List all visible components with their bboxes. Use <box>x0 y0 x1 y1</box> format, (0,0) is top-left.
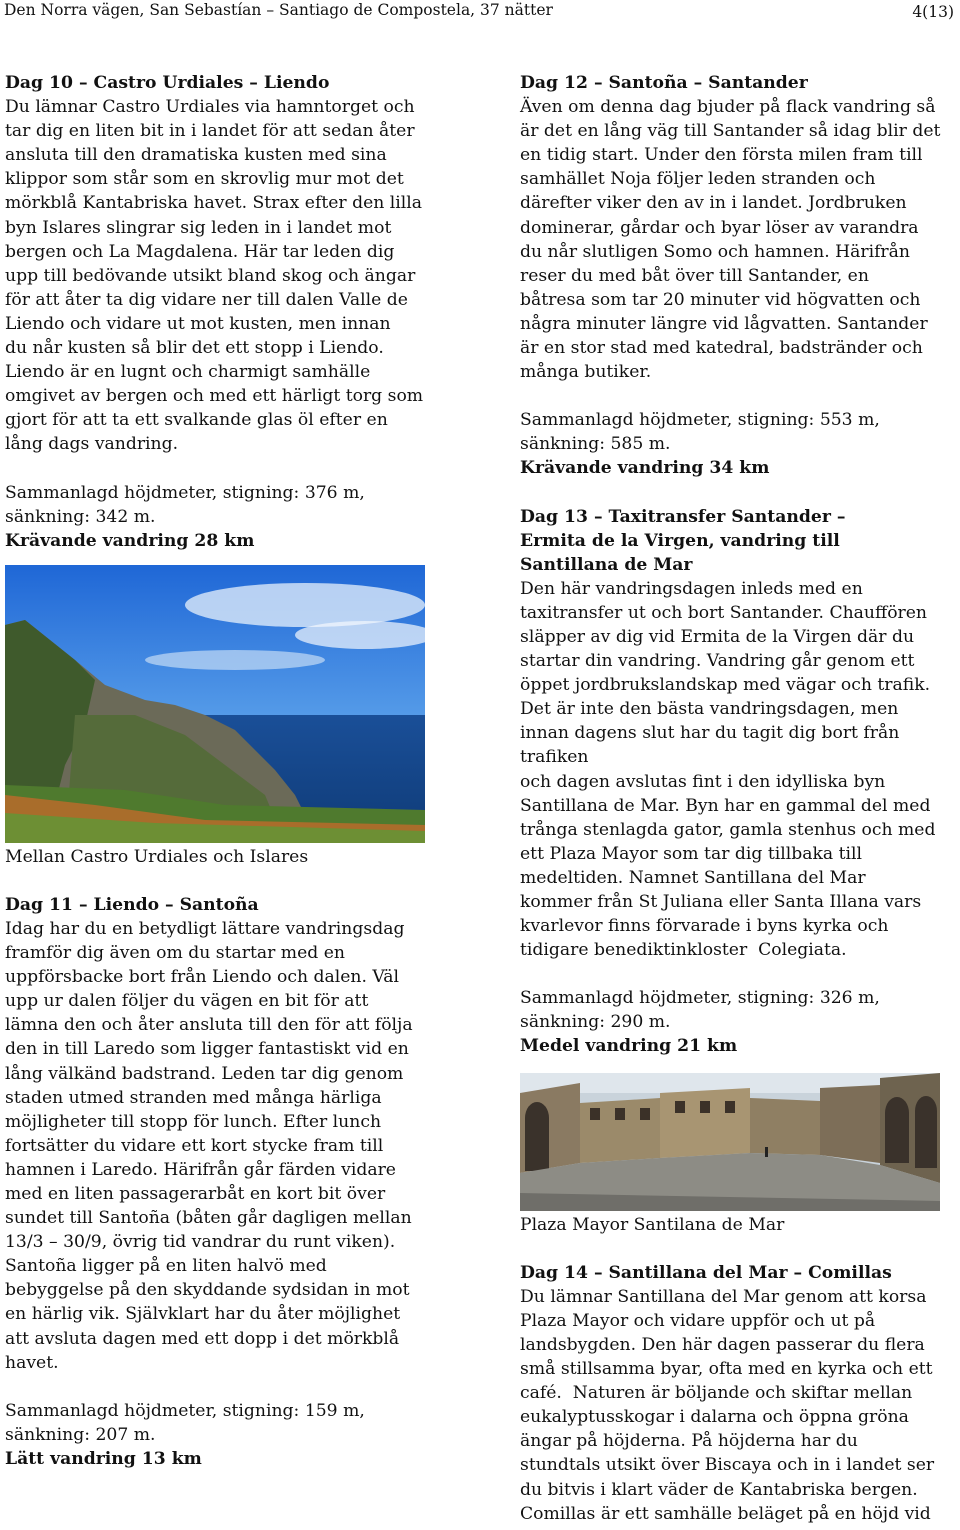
day10-elevation-ascent: Sammanlagd höjdmeter, stigning: 376 m, <box>5 482 365 503</box>
day11-line: den in till Laredo som ligger fantastiskt vid en <box>5 1039 409 1060</box>
day14-line: Comillas är ett samhälle beläget på en höjd vid <box>520 1503 931 1524</box>
day13-heading: Ermita de la Virgen, vandring till <box>520 530 840 551</box>
page-header <box>4 0 954 22</box>
day14-line: café. Naturen är böljande och skiftar mellan <box>520 1383 913 1404</box>
day10-line: mörkblå Kantabriska havet. Strax efter den lilla <box>5 193 423 214</box>
day12-elevation-ascent: Sammanlagd höjdmeter, stigning: 553 m, <box>520 410 880 431</box>
day11-line: Idag har du en betydligt lättare vandringsdag <box>5 918 405 939</box>
day10-line: du når kusten så blir det ett stopp i Liendo. <box>5 338 384 359</box>
day11-line: 13/3 – 30/9, övrig tid vandrar du runt viken). <box>5 1232 396 1253</box>
spacer <box>5 869 455 893</box>
day11-line: att avsluta dagen med ett dopp i det mörkblå <box>5 1328 400 1349</box>
day13-line: och dagen avslutas fint i den idylliska byn <box>520 771 886 792</box>
day14-line: landsbygden. Den här dagen passerar du flera <box>520 1334 925 1355</box>
day13-line: ett Plaza Mayor som tar dig tillbaka till <box>520 843 863 864</box>
day11-line: lämna den och åter ansluta till den för att följa <box>5 1015 413 1036</box>
day14-line: Plaza Mayor och vidare uppför och ut på <box>520 1310 876 1331</box>
document-title: Den Norra vägen, San Sebastían – Santiago de Compostela, 37 nätter <box>4 1 553 19</box>
day13-line: kommer från St Juliana eller Santa Illana vars <box>520 892 922 912</box>
photo-caption: Mellan Castro Urdiales och Islares <box>5 846 309 867</box>
day11-line: upp ur dalen följer du vägen en bit för att <box>5 991 369 1012</box>
plaza-mayor-image <box>520 1073 940 1211</box>
day10-line: gjort för att ta ett svalkande glas öl efter en <box>5 410 388 431</box>
day12-line: Även om denna dag bjuder på flack vandring så <box>520 97 936 118</box>
spacer <box>520 1237 960 1261</box>
day10-line: Du lämnar Castro Urdiales via hamntorget och <box>5 97 415 118</box>
plaza-mayor-photo <box>520 1073 960 1211</box>
day14-line: eukalyptusskogar i dalarna och öppna gröna <box>520 1407 909 1428</box>
coast-cliff-image <box>5 565 425 843</box>
day12-line: därefter viker den av in i landet. Jordbruken <box>520 193 907 214</box>
day13-elevation-ascent: Sammanlagd höjdmeter, stigning: 326 m, <box>520 988 880 1009</box>
photo-caption: Plaza Mayor Santilana de Mar <box>520 1214 785 1235</box>
day11-line: en härlig vik. Självklart har du åter möjlighet <box>5 1304 401 1325</box>
spacer <box>520 962 960 986</box>
day10-line: bergen och La Magdalena. Här tar leden dig <box>5 241 395 262</box>
day14-body <box>520 1285 960 1526</box>
day12-line: du når slutligen Somo och hamnen. Härifrån <box>520 241 910 262</box>
day10-line: upp till bedövande utsikt bland skog och ängar <box>5 265 416 286</box>
day11-line: Santoña ligger på en liten halvö med <box>5 1256 327 1277</box>
day13-elevation-descent: sänkning: 290 m. <box>520 1012 671 1033</box>
day11-section <box>5 893 455 1471</box>
day11-line: uppförsbacke bort från Liendo och dalen. Väl <box>5 967 400 988</box>
day12-heading: Dag 12 – Santoña – Santander <box>520 73 808 93</box>
coast-cliff-photo <box>5 565 455 843</box>
day11-body <box>5 917 455 1375</box>
day11-line: sundet till Santoña (båten går dagligen mellan <box>5 1208 412 1229</box>
day10-heading: Dag 10 – Castro Urdiales – Liendo <box>5 73 330 93</box>
day12-line: är en stor stad med katedral, badstränder och <box>520 338 923 359</box>
left-column <box>5 71 455 1471</box>
day14-line: Du lämnar Santillana del Mar genom att korsa <box>520 1286 927 1307</box>
day13-line: kvarlevor finns förvarade i byns kyrka och <box>520 916 889 937</box>
right-column <box>520 71 960 1526</box>
day11-elevation-descent: sänkning: 207 m. <box>5 1424 156 1445</box>
spacer <box>5 1375 455 1399</box>
day12-section <box>520 71 960 481</box>
day12-body <box>520 95 960 384</box>
day10-line: ansluta till den dramatiska kusten med sina <box>5 145 387 166</box>
day10-line: lång dags vandring. <box>5 434 179 455</box>
day14-line: små stillsamma byar, ofta med en kyrka och ett <box>520 1359 933 1380</box>
day13-line: innan dagens slut har du tagit dig bort från <box>520 723 900 744</box>
day10-body <box>5 95 455 456</box>
day12-line: en tidig start. Under den första milen fram till <box>520 145 923 166</box>
day12-elevation-descent: sänkning: 585 m. <box>520 434 671 455</box>
day10-line: Liendo och vidare ut mot kusten, men innan <box>5 313 391 334</box>
day13-line: medeltiden. Namnet Santillana del Mar <box>520 867 866 888</box>
day12-line: reser du med båt över till Santander, en <box>520 265 869 286</box>
day13-line: Det är inte den bästa vandringsdagen, men <box>520 699 899 720</box>
day11-line: havet. <box>5 1352 59 1373</box>
day13-line: trafiken <box>520 747 589 768</box>
day11-line: staden utmed stranden med många härliga <box>5 1087 382 1108</box>
day13-grade: Medel vandring 21 km <box>520 1036 738 1057</box>
day13-line: Den här vandringsdagen inleds med en <box>520 578 863 599</box>
day12-line: många butiker. <box>520 362 652 383</box>
day10-line: klippor som står som en skrovlig mur mot det <box>5 169 404 190</box>
day10-section <box>5 71 455 553</box>
day13-line: startar din vandring. Vandring går genom ett <box>520 651 915 672</box>
day13-heading: Dag 13 – Taxitransfer Santander – <box>520 506 846 527</box>
day14-heading: Dag 14 – Santillana del Mar – Comillas <box>520 1262 892 1283</box>
day13-line: tidigare benediktinkloster Colegiata. <box>520 940 847 961</box>
day12-line: dominerar, gårdar och byar löser av varandra <box>520 217 919 238</box>
day13-line: taxitransfer ut och bort Santander. Chauffören <box>520 602 927 623</box>
day14-line: stundtals utsikt över Biscaya och in i landet ser <box>520 1455 935 1476</box>
day11-line: lång välkänd badstrand. Leden tar dig genom <box>5 1063 404 1084</box>
day13-line: Santillana de Mar. Byn har en gammal del med <box>520 795 931 816</box>
day11-heading: Dag 11 – Liendo – Santoña <box>5 894 259 915</box>
day14-section <box>520 1261 960 1526</box>
day11-line: möjligheter till stopp för lunch. Efter lunch <box>5 1111 382 1132</box>
day11-elevation-ascent: Sammanlagd höjdmeter, stigning: 159 m, <box>5 1400 365 1421</box>
day12-line: båtresa som tar 20 minuter vid högvatten och <box>520 289 921 310</box>
day11-line: hamnen i Laredo. Härifrån går färden vidare <box>5 1159 396 1180</box>
day10-grade: Krävande vandring 28 km <box>5 530 255 551</box>
day11-line: bebyggelse på den skyddande sydsidan in mot <box>5 1280 410 1301</box>
day10-line: tar dig en liten bit in i landet för att sedan åter <box>5 121 415 142</box>
day10-elevation-descent: sänkning: 342 m. <box>5 506 156 527</box>
day12-line: några minuter längre vid lågvatten. Santander <box>520 313 928 334</box>
day10-line: omgivet av bergen och med ett härligt torg som <box>5 386 424 407</box>
day14-line: ängar på höjderna. På höjderna har du <box>520 1431 858 1452</box>
day12-line: är det en lång väg till Santander så idag blir det <box>520 121 941 142</box>
day13-line: öppet jordbrukslandskap med vägar och trafik. <box>520 675 931 696</box>
day10-line: för att åter ta dig vidare ner till dalen Valle de <box>5 289 408 310</box>
day14-line: du bitvis i klart väder de Kantabriska bergen. <box>520 1479 918 1500</box>
day11-grade: Lätt vandring 13 km <box>5 1448 202 1469</box>
day11-line: med en liten passagerarbåt en kort bit över <box>5 1184 386 1204</box>
day11-line: framför dig även om du startar med en <box>5 943 345 964</box>
day10-line: byn Islares slingrar sig leden in i landet mot <box>5 217 392 238</box>
spacer <box>520 481 960 505</box>
spacer <box>520 384 960 408</box>
day13-line: trånga stenlagda gator, gamla stenhus och med <box>520 819 936 840</box>
day11-line: fortsätter du vidare ett kort stycke fram till <box>5 1135 384 1156</box>
day13-section <box>520 505 960 1059</box>
day12-line: samhället Noja följer leden stranden och <box>520 169 876 190</box>
page-number: 4(13) <box>912 3 954 21</box>
day13-line: släpper av dig vid Ermita de la Virgen där du <box>520 626 915 647</box>
day10-line: Liendo är en lugnt och charmigt samhälle <box>5 362 371 383</box>
day13-body <box>520 577 960 963</box>
spacer <box>5 457 455 481</box>
day12-grade: Krävande vandring 34 km <box>520 458 770 479</box>
day13-heading: Santillana de Mar <box>520 554 693 575</box>
